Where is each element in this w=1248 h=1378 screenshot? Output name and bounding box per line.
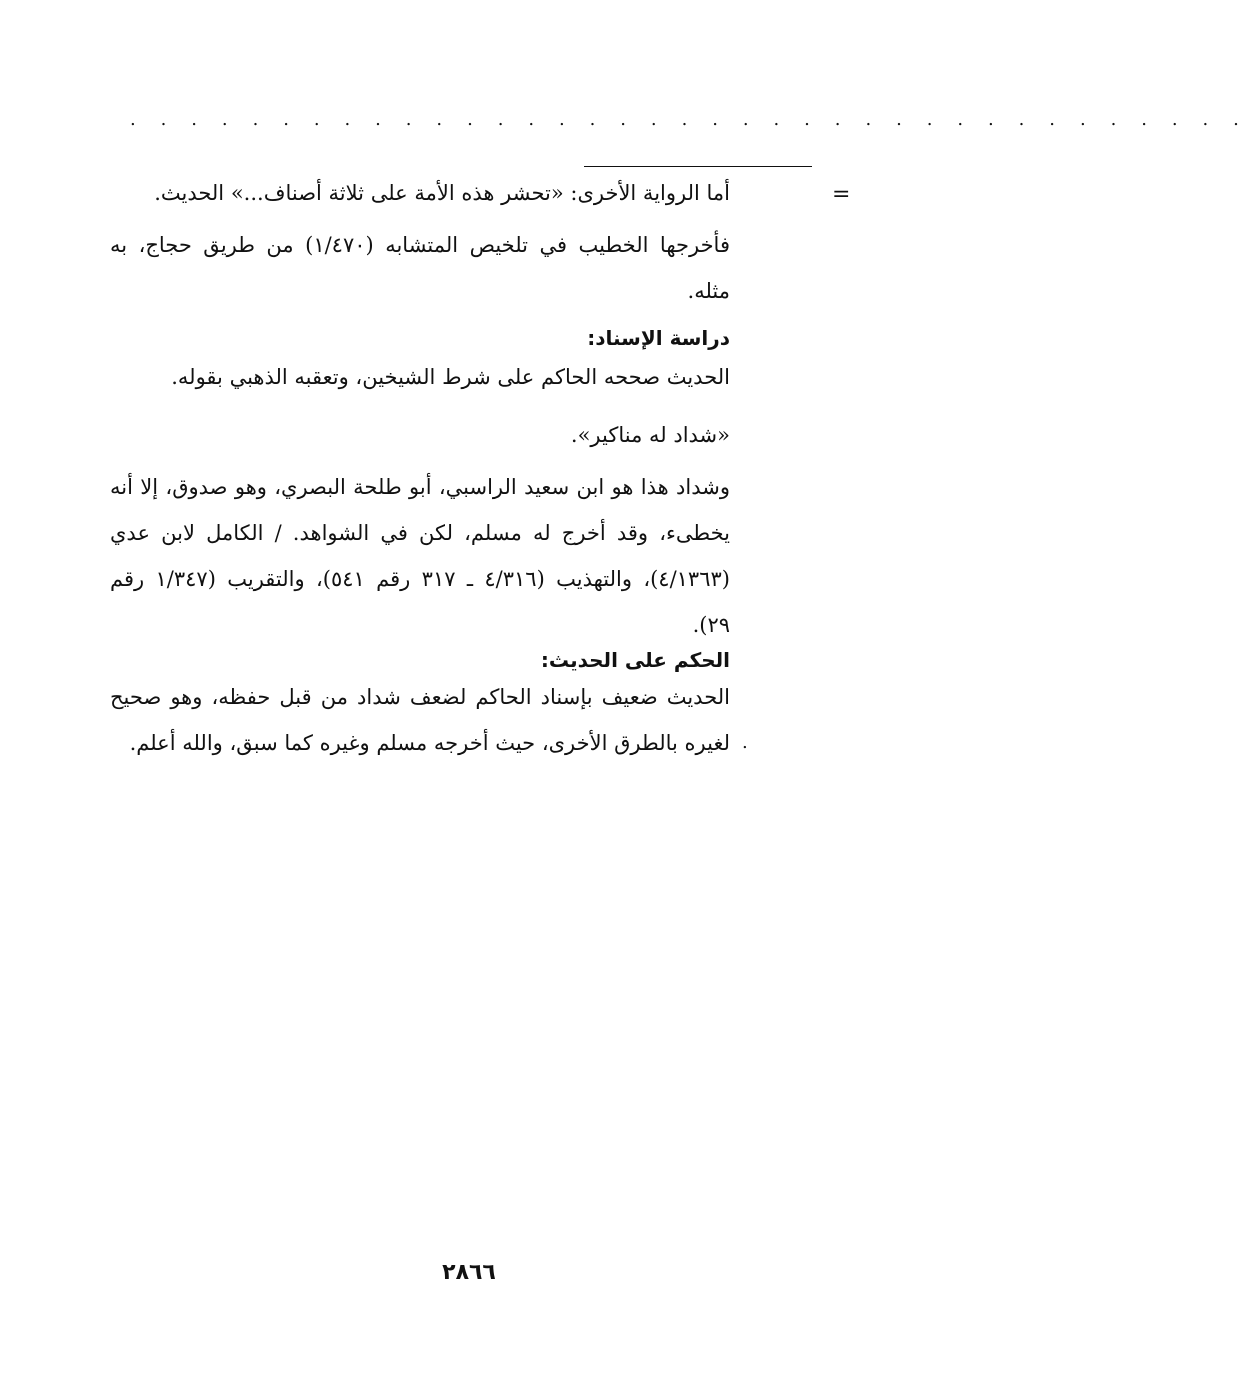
other-narration-paragraph: أما الرواية الأخرى: «تحشر هذه الأمة على ثلاثة أصناف...» الحديث. — [154, 181, 730, 205]
isnad-heading: دراسة الإسناد: — [587, 326, 730, 350]
end-mark: . — [742, 732, 748, 753]
takhrij-paragraph: فأخرجها الخطيب في تلخيص المتشابه (١/٤٧٠) من طريق حجاج، به مثله. — [110, 233, 730, 303]
continuation-mark: = — [832, 182, 851, 207]
dhahabi-quote: «شداد له مناكير». — [570, 423, 730, 447]
ruling-heading: الحكم على الحديث: — [540, 648, 730, 672]
ruling-paragraph: الحديث ضعيف بإسناد الحاكم لضعف شداد من قبل حفظه، وهو صحيح لغيره بالطرق الأخرى، حيث أخرجه مسلم وغيره كما سبق، والله أعلم. — [110, 685, 730, 755]
shaddad-paragraph: وشداد هذا هو ابن سعيد الراسبي، أبو طلحة البصري، وهو صدوق، إلا أنه يخطىء، وقد أخرج له مسلم، لكن في الشواهد. / الكامل لابن عدي (٤/١٣٦٣)، والتهذيب (٤/٣١٦ ـ ٣١٧ رقم ٥٤١)، والتقريب (١/٣٤٧ رقم ٢٩). — [110, 475, 730, 637]
dot-leader: . . . . . . . . . . . . . . . . . . . . . . . . . . . . . . . . . . . . . — [130, 109, 1248, 130]
footnote-rule — [584, 166, 812, 167]
page-number: ٢٨٦٦ — [442, 1260, 496, 1285]
isnad-paragraph: الحديث صححه الحاكم على شرط الشيخين، وتعقبه الذهبي بقوله. — [171, 365, 730, 389]
